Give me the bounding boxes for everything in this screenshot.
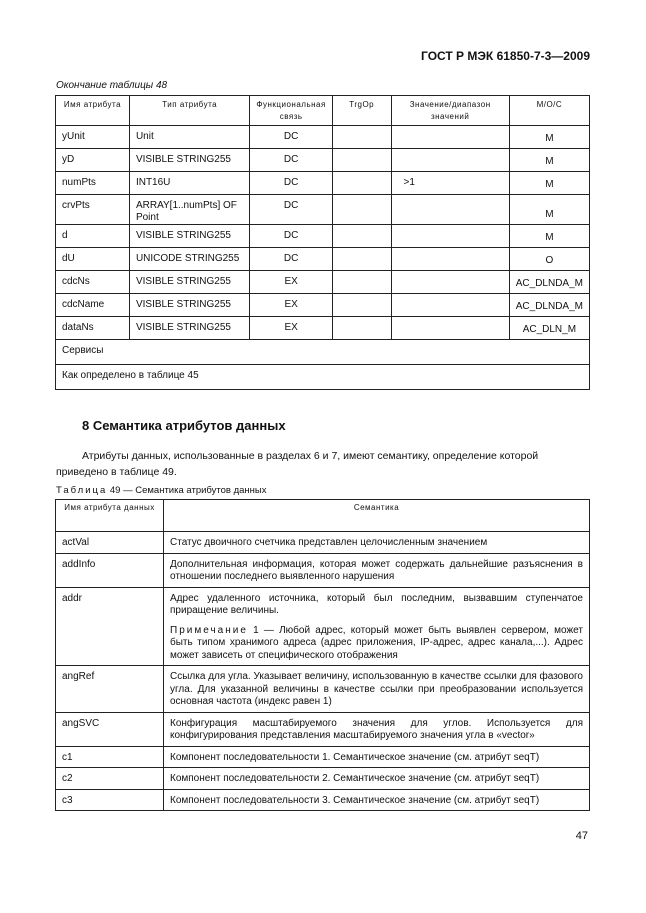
table-cell: VISIBLE STRING255 (129, 317, 249, 340)
table-cell: yUnit (56, 126, 130, 149)
column-header: Имя атрибута данных (56, 500, 164, 532)
table-cell (391, 225, 509, 248)
table49-caption (56, 485, 267, 496)
table-cell: M (509, 172, 589, 195)
attribute-name: angRef (56, 666, 164, 713)
table-cell: EX (250, 271, 332, 294)
semantics-text: Адрес удаленного источника, который был последним, вызвавшим ступенчатое приращение величины. (170, 592, 583, 616)
table-cell: VISIBLE STRING255 (129, 271, 249, 294)
table-cell: VISIBLE STRING255 (129, 294, 249, 317)
attribute-semantics (164, 746, 590, 768)
table-row (56, 746, 590, 768)
table-cell: numPts (56, 172, 130, 195)
table-cell: crvPts (56, 195, 130, 225)
table-cell (332, 294, 391, 317)
table-row (56, 317, 590, 340)
table-cell: ARRAY[1..numPts] OF Point (129, 195, 249, 225)
column-header: M/O/C (509, 96, 589, 126)
table-row (56, 553, 590, 587)
table-row (56, 172, 590, 195)
table-cell: O (509, 248, 589, 271)
table-header-row (56, 500, 590, 532)
table49-caption-label: Таблица (56, 485, 108, 496)
table-cell: AC_DLN_M (509, 317, 589, 340)
attribute-name: c2 (56, 768, 164, 790)
table-cell: >1 (391, 172, 509, 195)
table-cell (391, 248, 509, 271)
table-cell (391, 126, 509, 149)
semantics-text: Компонент последовательности 3. Семантическое значение (см. атрибут seqT) (170, 794, 540, 806)
table-cell: EX (250, 294, 332, 317)
table-cell (391, 294, 509, 317)
table-cell (391, 149, 509, 172)
semantics-text: Статус двоичного счетчика представлен целочисленным значением (170, 537, 488, 548)
attribute-semantics (164, 768, 590, 790)
table-header-row (56, 96, 590, 126)
table-cell: cdcName (56, 294, 130, 317)
attribute-name: addr (56, 587, 164, 666)
table-row (56, 666, 590, 713)
semantics-text: Дополнительная информация, которая может содержать дальнейшие разъяснения в отношении последнего выявленного нарушения (170, 558, 583, 582)
attribute-name: c1 (56, 746, 164, 768)
table-cell: DC (250, 172, 332, 195)
note-text: 1 — Любой адрес, который может быть выявлен сервером, может быть типом хранимого адреса (адрес приложения, IP-адрес, адрес канала,...). Адрес может зависеть от специфического отображения (170, 624, 583, 661)
table-cell (332, 172, 391, 195)
table-cell: yD (56, 149, 130, 172)
table49-caption-text: 49 — Семантика атрибутов данных (109, 485, 267, 496)
column-header: Функциональная связь (250, 96, 332, 126)
table-cell: M (509, 149, 589, 172)
column-header: Значение/диапазон значений (391, 96, 509, 126)
table-cell: EX (250, 317, 332, 340)
attribute-name: addInfo (56, 553, 164, 587)
column-header: Семантика (164, 500, 590, 532)
note-label: Примечание (170, 624, 248, 636)
attribute-name: actVal (56, 532, 164, 554)
attribute-semantics (164, 712, 590, 746)
section-paragraph: Атрибуты данных, использованные в разделах 6 и 7, имеют семантику, определение которой приведено в таблице 49. (56, 450, 539, 478)
attribute-semantics (164, 666, 590, 713)
semantics-text: Компонент последовательности 1. Семантическое значение (см. атрибут seqT) (170, 751, 540, 763)
table-cell: VISIBLE STRING255 (129, 225, 249, 248)
table-cell: DC (250, 149, 332, 172)
table-row (56, 712, 590, 746)
table-row (56, 340, 590, 365)
services-note: Как определено в таблице 45 (56, 365, 590, 390)
table-cell: cdcNs (56, 271, 130, 294)
table-cell (391, 195, 509, 225)
column-header: Тип атрибута (129, 96, 249, 126)
attribute-semantics (164, 789, 590, 811)
table-row (56, 532, 590, 554)
semantics-note (170, 625, 583, 663)
table-cell: d (56, 225, 130, 248)
table-cell: M (509, 195, 589, 225)
standard-header: ГОСТ Р МЭК 61850-7-3—2009 (421, 49, 590, 63)
column-header: TrgOp (332, 96, 391, 126)
table-cell: M (509, 225, 589, 248)
table-cell: M (509, 126, 589, 149)
table-cell (332, 126, 391, 149)
attribute-semantics (164, 553, 590, 587)
table-row (56, 225, 590, 248)
table-cell (391, 317, 509, 340)
semantics-text: Компонент последовательности 2. Семантическое значение (см. атрибут seqT) (170, 773, 540, 784)
services-label: Сервисы (56, 340, 590, 365)
table-cell: dataNs (56, 317, 130, 340)
table-row (56, 271, 590, 294)
attribute-name: angSVC (56, 712, 164, 746)
table-cell (332, 248, 391, 271)
table-cell (391, 271, 509, 294)
semantics-text: Ссылка для угла. Указывает величину, использованную в качестве ссылки для фазового угла. Для указанной величины в качестве ссылки при преобразовании используется основная частота (индекс равен 1) (170, 671, 583, 707)
table-cell (332, 317, 391, 340)
table-cell: AC_DLNDA_M (509, 271, 589, 294)
attribute-semantics (164, 532, 590, 554)
table-row (56, 587, 590, 666)
table-cell: DC (250, 225, 332, 248)
column-header: Имя атрибута (56, 96, 130, 126)
table-row (56, 149, 590, 172)
table-cell: UNICODE STRING255 (129, 248, 249, 271)
page-number: 47 (575, 830, 588, 842)
table-row (56, 126, 590, 149)
table-cell: INT16U (129, 172, 249, 195)
table-cell: DC (250, 195, 332, 225)
table-cell (332, 149, 391, 172)
table-row (56, 294, 590, 317)
table-row (56, 789, 590, 811)
table-cell: AC_DLNDA_M (509, 294, 589, 317)
table-cell (332, 195, 391, 225)
table-row (56, 195, 590, 225)
table-row (56, 365, 590, 390)
table-cell: dU (56, 248, 130, 271)
table-48 (55, 95, 590, 390)
attribute-name: c3 (56, 789, 164, 811)
table-cell (332, 271, 391, 294)
table-cell: DC (250, 126, 332, 149)
table-49 (55, 499, 590, 811)
table-cell (332, 225, 391, 248)
section-heading: 8 Семантика атрибутов данных (82, 418, 286, 433)
table-cell: VISIBLE STRING255 (129, 149, 249, 172)
semantics-text: Конфигурация масштабируемого значения для углов. Используется для конфигурирования представления масштабируемого значения угла в «vector» (170, 717, 583, 741)
table-cell: Unit (129, 126, 249, 149)
table48-caption: Окончание таблицы 48 (56, 80, 168, 91)
attribute-semantics (164, 587, 590, 666)
table-row (56, 768, 590, 790)
table-cell: DC (250, 248, 332, 271)
table-row (56, 248, 590, 271)
